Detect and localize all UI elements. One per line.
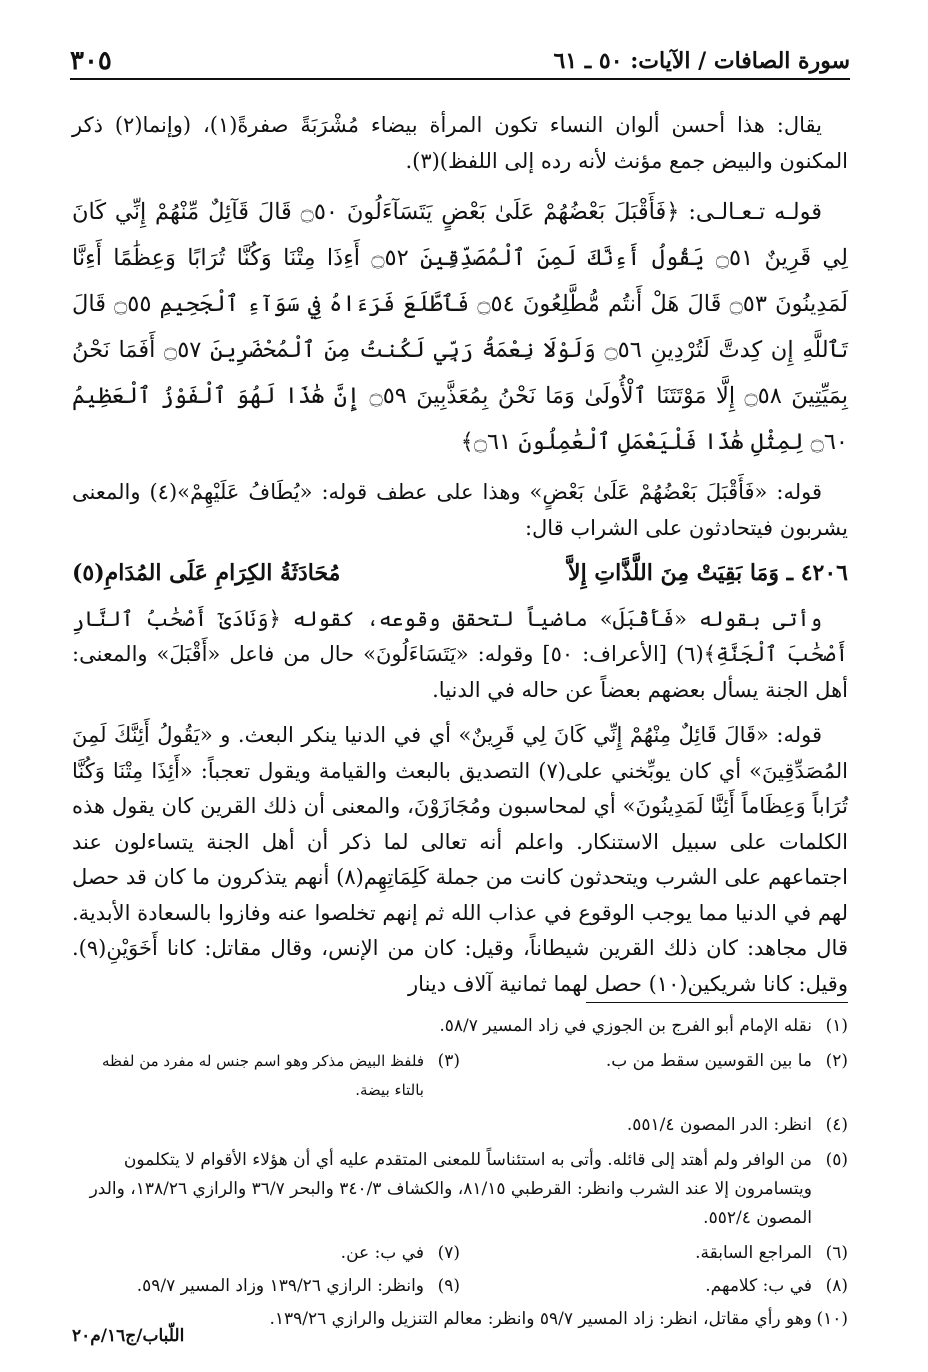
footnote bbox=[72, 1146, 848, 1233]
footnote bbox=[72, 1047, 460, 1105]
paragraph-commentary-1: قوله: «فَأَقْبَلَ بَعْضُهُمْ عَلَىٰ بَعْضٍ» وهذا على عطف قوله: «يُطَافُ عَلَيْهِمْ»(٤) والمعنى يشربون فيتحادثون على الشراب قال: bbox=[72, 480, 848, 540]
footnote-text: وانظر: الرازي ١٣٩/٢٦ وزاد المسير ٥٩/٧. bbox=[136, 1276, 424, 1296]
footnote bbox=[460, 1239, 848, 1268]
footnote-row bbox=[72, 1239, 848, 1268]
footnote-number: (٦) bbox=[825, 1243, 848, 1263]
footnote-divider bbox=[586, 1002, 848, 1003]
footnote bbox=[72, 1272, 460, 1301]
footnote-text: ما بين القوسين سقط من ب. bbox=[605, 1051, 812, 1071]
quran-verses: قولـه تـعـالـى: ﴿فَأَقْبَلَ بَعْضُهُمْ عَلَىٰ بَعْضٍ يَتَسَآءَلُونَ ۝٥٠ قَالَ قَآئِلٌ مِّنْهُمْ إِنِّي كَانَ لِي قَرِينٌ ۝٥١ يَقُولُ أَءِنَّكَ لَمِنَ ٱلْمُصَدِّقِينَ ۝٥٢ أَءِذَا مِتْنَا وَكُنَّا تُرَابًا وَعِظَٰمًا أَءِنَّا لَمَدِينُونَ ۝٥٣ قَالَ هَلْ أَنتُم مُّطَّلِعُونَ ۝٥٤ فَٱطَّلَعَ فَرَءَاهُ فِي سَوَآءِ ٱلْجَحِيمِ ۝٥٥ قَالَ تَٱللَّهِ إِن كِدتَّ لَتُرْدِينِ ۝٥٦ وَلَوْلَا نِعْمَةُ رَبِّي لَكُنتُ مِنَ ٱلْمُحْضَرِينَ ۝٥٧ أَفَمَا نَحْنُ بِمَيِّتِينَ ۝٥٨ إِلَّا مَوْتَتَنَا ٱلْأُولَىٰ وَمَا نَحْنُ بِمُعَذَّبِينَ ۝٥٩ إِنَّ هَٰذَا لَهُوَ ٱلْفَوْزُ ٱلْعَظِيمُ ۝٦٠ لِمِثْلِ هَٰذَا فَلْيَعْمَلِ ٱلْعَٰمِلُونَ ۝٦١﴾ bbox=[72, 199, 849, 455]
footnote-text: من الوافر ولم أهتد إلى قائله. وأتى به استئناساً للمعنى المتقدم عليه أي أن هؤلاء الأقوام لا يتكلمون ويتسامرون إلا عند الشرب وانظر: القرطبي ٨١/١٥، والكشاف ٣٤٠/٣ والبحر ٣٦/٧ والرازي ١٣٨/٢٦، والدر المصون ٥٥٢/٤. bbox=[89, 1150, 812, 1228]
footnote-number: (٣) bbox=[437, 1051, 460, 1071]
footnote-number: (١٠) bbox=[816, 1309, 848, 1329]
footnote-row bbox=[72, 1272, 848, 1301]
footnote-number: (٥) bbox=[825, 1150, 848, 1170]
footnote bbox=[460, 1272, 848, 1301]
footnote-number: (٩) bbox=[437, 1276, 460, 1296]
poem-first-hemistich bbox=[568, 556, 848, 592]
footnote-text: فلفظ البيض مذكر وهو اسم جنس له مفرد من لفظه بالتاء بيضة. bbox=[101, 1052, 424, 1099]
footnote-number: (٧) bbox=[437, 1243, 460, 1263]
footnote-text: وهو رأي مقاتل، انظر: زاد المسير ٥٩/٧ وانظر: معالم التنزيل والرازي ١٣٩/٢٦. bbox=[269, 1309, 812, 1329]
main-text bbox=[72, 108, 848, 1012]
footnote-text: المراجع السابقة. bbox=[695, 1243, 812, 1263]
paragraph-commentary-3: قوله: «قَالَ قَائِلٌ مِنْهُمْ إِنِّي كَانَ لِي قَرِينٌ» أي في الدنيا ينكر البعث. و «يَقُولُ أَئِنَّكَ لَمِنَ المُصَدِّقِينَ» أي كان يوبِّخني على(٧) التصديق بالبعث والقيامة ويقول تعجباً: «أَئِذَا مِتْنَا وَكُنَّا تُرَاباً وَعِظَاماً أَئِنَّا لَمَدِينُونَ» أي لمحاسبون ومُجَازَوْنَ، والمعنى أن ذلك القرين كان يقول هذه الكلمات على سبيل الاستنكار. واعلم أنه تعالى لما ذكر أن أهل الجنة يتساءلون عند اجتماعهم على الشرب ويتحدثون كانت من جملة كَلِمَاتِهِم(٨) أنهم يتذكرون ما كان قد حصل لهم في الدنيا مما يوجب الوقوع في عذاب الله ثم إنهم تخلصوا عنه وفازوا بالسعادة الأبدية. قال مجاهد: كان ذلك القرين شيطاناً، وقيل: كان من الإنس، وقال مقاتل: كانا أَخَوَيْنِ(٩). وقيل: كانا شريكين(١٠) حصل لهما ثمانية آلاف دينار bbox=[72, 723, 849, 996]
poem-number: ٤٢٠٦ ـ bbox=[786, 560, 848, 586]
footnote-number: (٨) bbox=[825, 1276, 848, 1296]
footnotes bbox=[72, 1012, 848, 1340]
printer-signature: اللّباب/ج١٦/م٢٠ bbox=[72, 1326, 185, 1346]
footnote bbox=[72, 1305, 848, 1334]
footnote bbox=[72, 1012, 848, 1041]
footnote-text: في ب: كلامهم. bbox=[705, 1276, 812, 1296]
footnote-number: (١) bbox=[825, 1016, 848, 1036]
footnote-text: نقله الإمام أبو الفرج بن الجوزي في زاد المسير ٥٨/٧. bbox=[439, 1016, 812, 1036]
footnote-text: في ب: عن. bbox=[340, 1243, 424, 1263]
footnote-number: (٤) bbox=[825, 1115, 848, 1135]
chapter-title: سورة الصافات / الآيات: ٥٠ ـ ٦١ bbox=[553, 48, 850, 74]
footnote-row bbox=[72, 1047, 848, 1105]
footnote-text: انظر: الدر المصون ٥٥١/٤. bbox=[626, 1115, 812, 1135]
footnote bbox=[72, 1239, 460, 1268]
poem-right-text: وَمَا بَقِيَتْ مِنَ اللَّذَّاتِ إِلاَّ bbox=[568, 560, 779, 586]
footnote bbox=[460, 1047, 848, 1105]
page-number: ٣٠٥ bbox=[70, 46, 112, 76]
footnote-number: (٢) bbox=[825, 1051, 848, 1071]
paragraph-commentary-2: وأتى بقوله «فَأَقْبَلَ» ماضياً لتحقق وقوعه، كقوله ﴿وَنَادَىٰٓ أَصْحَٰبُ ٱلنَّارِ أَصْحَٰبَ ٱلْجَنَّةِ﴾(٦) [الأعراف: ٥٠] وقوله: «يَتَسَاءَلُونَ» حال من فاعل «أَقْبَلَ» والمعنى: أهل الجنة يسأل بعضهم بعضاً عن حاله في الدنيا. bbox=[72, 606, 848, 702]
poem-line bbox=[72, 556, 848, 592]
footnote bbox=[72, 1111, 848, 1140]
poem-second-hemistich: مُحَادَثَةُ الكِرَامِ عَلَى المُدَامِ(٥) bbox=[72, 560, 341, 586]
paragraph-intro: يقال: هذا أحسن ألوان النساء تكون المرأة بيضاء مُشْرَبَةً صفرةً(١)، (وإنما(٢) ذكر المكنون والبيض جمع مؤنث لأنه رده إلى اللفظ)(٣). bbox=[72, 113, 848, 173]
running-header bbox=[70, 38, 850, 80]
